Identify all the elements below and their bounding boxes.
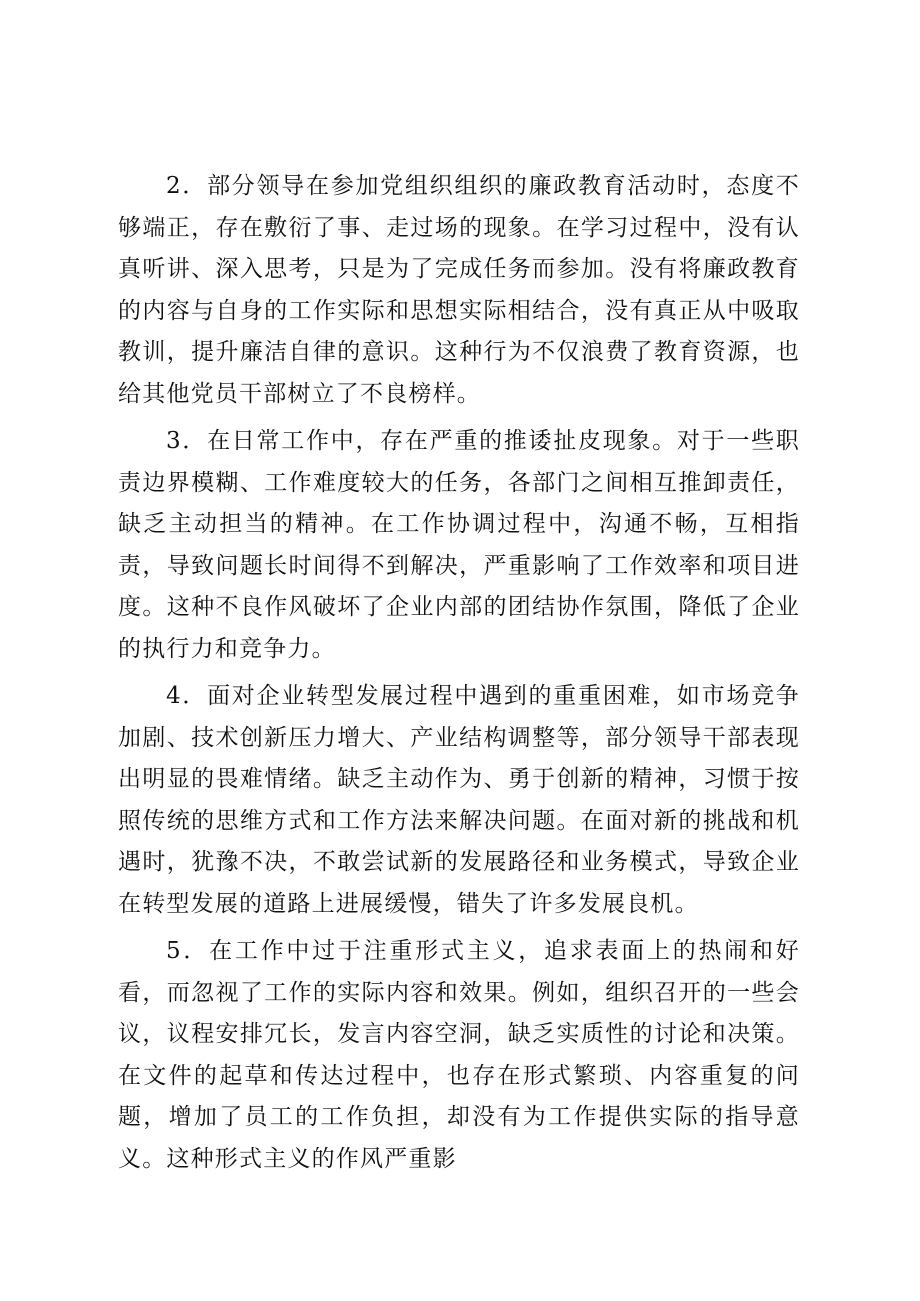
paragraph-item-3: 3．在日常工作中，存在严重的推诿扯皮现象。对于一些职责边界模糊、工作难度较大的任务，各部门之间相互推卸责任，缺乏主动担当的精神。在工作协调过程中，沟通不畅，互相指责，导致问题长时间得不到解决，严重影响了工作效率和项目进度。这种不良作风破坏了企业内部的团结协作氛围，降低了企业的执行力和竞争力。 (118, 428, 800, 662)
paragraph-item-4: 4．面对企业转型发展过程中遇到的重重困难，如市场竞争加剧、技术创新压力增大、产业结构调整等，部分领导干部表现出明显的畏难情绪。缺乏主动作为、勇于创新的精神，习惯于按照传统的思维方式和工作方法来解决问题。在面对新的挑战和机遇时，犹豫不决，不敢尝试新的发展路径和业务模式，导致企业在转型发展的道路上进展缓慢，错失了许多发展良机。 (118, 683, 800, 917)
document-body (118, 166, 800, 1186)
paragraph-item-2: 2．部分领导在参加党组织组织的廉政教育活动时，态度不够端正，存在敷衍了事、走过场的现象。在学习过程中，没有认真听讲、深入思考，只是为了完成任务而参加。没有将廉政教育的内容与自身的工作实际和思想实际相结合，没有真正从中吸取教训，提升廉洁自律的意识。这种行为不仅浪费了教育资源，也给其他党员干部树立了不良榜样。 (118, 173, 800, 407)
paragraph-item-5: 5．在工作中过于注重形式主义，追求表面上的热闹和好看，而忽视了工作的实际内容和效果。例如，组织召开的一些会议，议程安排冗长，发言内容空洞，缺乏实质性的讨论和决策。在文件的起草和传达过程中，也存在形式繁琐、内容重复的问题，增加了员工的工作负担，却没有为工作提供实际的指导意义。这种形式主义的作风严重影 (118, 938, 800, 1172)
